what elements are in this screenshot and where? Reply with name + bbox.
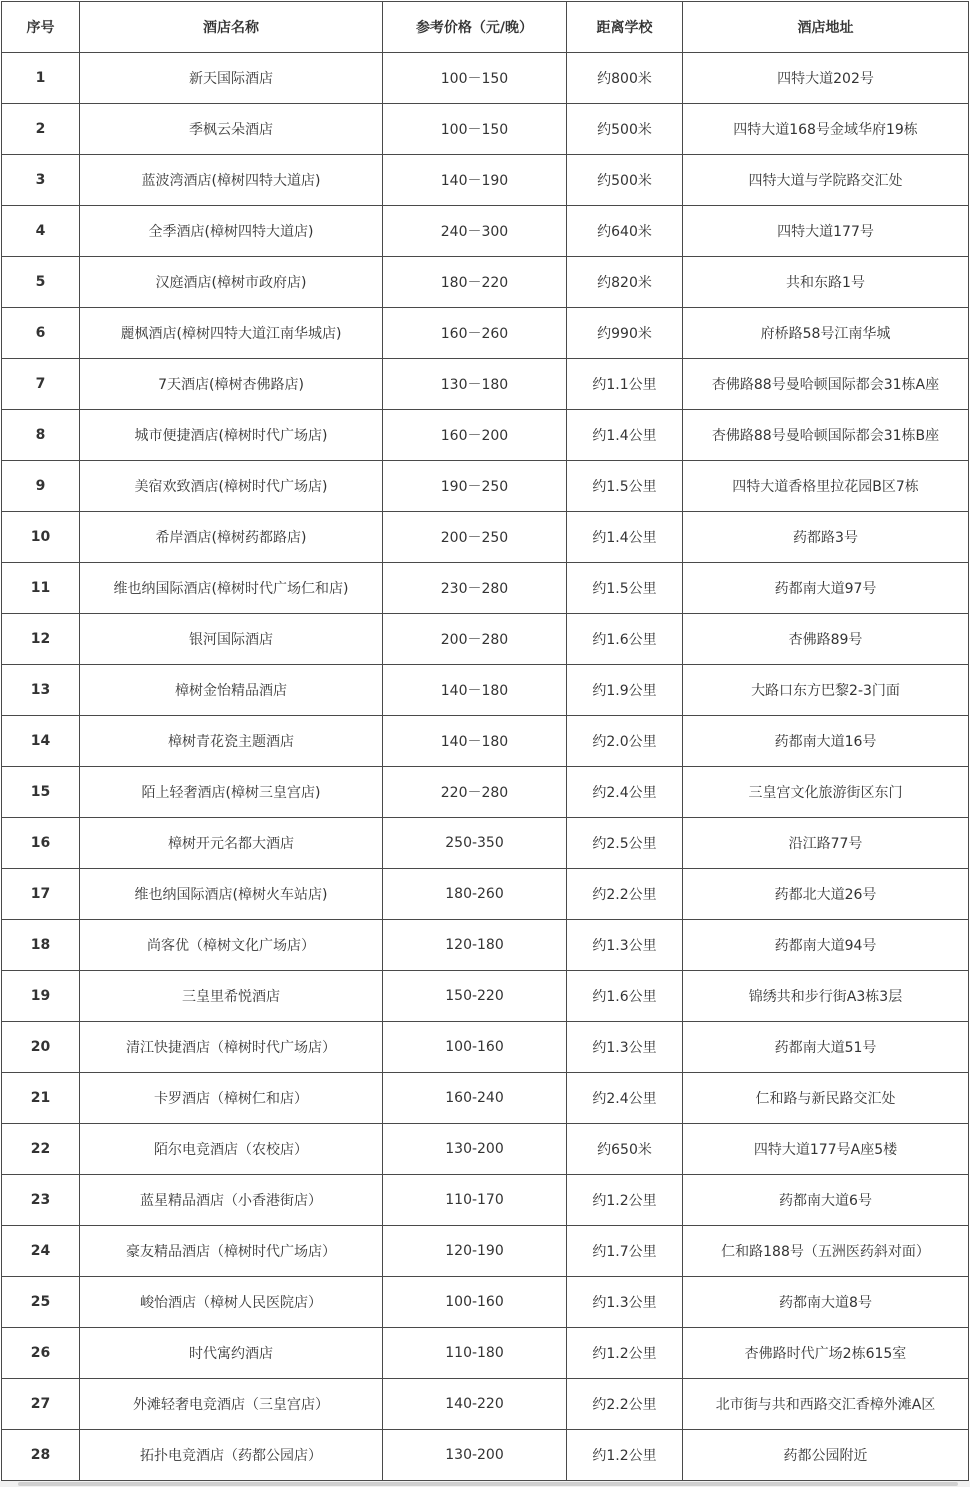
cell-hotel-name: 拓扑电竞酒店（药都公园店） [80,1430,383,1481]
cell-hotel-name: 麗枫酒店(樟树四特大道江南华城店) [80,308,383,359]
cell-price: 180－220 [383,257,567,308]
cell-distance: 约2.4公里 [567,767,683,818]
table-row [2,1022,969,1073]
cell-index: 9 [2,461,80,512]
cell-distance: 约1.6公里 [567,614,683,665]
cell-address: 四特大道168号金域华府19栋 [683,104,969,155]
table-row [2,614,969,665]
cell-index: 3 [2,155,80,206]
cell-distance: 约650米 [567,1124,683,1175]
cell-index: 6 [2,308,80,359]
cell-address: 药都南大道94号 [683,920,969,971]
cell-distance: 约500米 [567,155,683,206]
header-address: 酒店地址 [683,2,969,53]
table-body [2,53,969,1481]
header-distance: 距离学校 [567,2,683,53]
cell-hotel-name: 尚客优（樟树文化广场店） [80,920,383,971]
cell-price: 200－280 [383,614,567,665]
cell-hotel-name: 希岸酒店(樟树药都路店) [80,512,383,563]
cell-price: 190－250 [383,461,567,512]
cell-address: 杏佛路89号 [683,614,969,665]
cell-distance: 约1.3公里 [567,1022,683,1073]
cell-price: 160-240 [383,1073,567,1124]
cell-price: 120-180 [383,920,567,971]
cell-hotel-name: 三皇里希悦酒店 [80,971,383,1022]
cell-address: 仁和路与新民路交汇处 [683,1073,969,1124]
table-row [2,1328,969,1379]
cell-address: 杏佛路88号曼哈顿国际都会31栋A座 [683,359,969,410]
scrollbar-thumb[interactable] [18,1482,958,1486]
cell-address: 沿江路77号 [683,818,969,869]
cell-distance: 约2.2公里 [567,1379,683,1430]
cell-price: 180-260 [383,869,567,920]
header-price: 参考价格（元/晚） [383,2,567,53]
cell-address: 锦绣共和步行街A3栋3层 [683,971,969,1022]
table-row [2,257,969,308]
cell-hotel-name: 城市便捷酒店(樟树时代广场店) [80,410,383,461]
cell-address: 四特大道与学院路交汇处 [683,155,969,206]
cell-index: 18 [2,920,80,971]
cell-distance: 约1.7公里 [567,1226,683,1277]
cell-distance: 约800米 [567,53,683,104]
cell-address: 北市街与共和西路交汇香樟外滩A区 [683,1379,969,1430]
cell-price: 160－200 [383,410,567,461]
cell-price: 130－180 [383,359,567,410]
cell-price: 120-190 [383,1226,567,1277]
cell-price: 140－180 [383,665,567,716]
cell-address: 药都北大道26号 [683,869,969,920]
table-row [2,1175,969,1226]
cell-price: 160－260 [383,308,567,359]
cell-address: 药都路3号 [683,512,969,563]
cell-price: 110-170 [383,1175,567,1226]
cell-price: 100-160 [383,1022,567,1073]
cell-hotel-name: 樟树金怡精品酒店 [80,665,383,716]
cell-index: 19 [2,971,80,1022]
cell-distance: 约1.5公里 [567,563,683,614]
cell-price: 150-220 [383,971,567,1022]
cell-distance: 约1.1公里 [567,359,683,410]
cell-hotel-name: 维也纳国际酒店(樟树火车站店) [80,869,383,920]
cell-hotel-name: 时代寓约酒店 [80,1328,383,1379]
cell-price: 140－180 [383,716,567,767]
cell-index: 27 [2,1379,80,1430]
cell-hotel-name: 美宿欢致酒店(樟树时代广场店) [80,461,383,512]
cell-address: 府桥路58号江南华城 [683,308,969,359]
cell-index: 8 [2,410,80,461]
cell-address: 杏佛路88号曼哈顿国际都会31栋B座 [683,410,969,461]
cell-hotel-name: 豪友精品酒店（樟树时代广场店） [80,1226,383,1277]
cell-address: 四特大道177号 [683,206,969,257]
table-row [2,563,969,614]
cell-address: 大路口东方巴黎2-3门面 [683,665,969,716]
cell-index: 4 [2,206,80,257]
cell-index: 17 [2,869,80,920]
table-row [2,206,969,257]
cell-address: 四特大道202号 [683,53,969,104]
table-row [2,155,969,206]
cell-hotel-name: 陌上轻奢酒店(樟树三皇宫店) [80,767,383,818]
table-row [2,920,969,971]
cell-address: 四特大道177号A座5楼 [683,1124,969,1175]
cell-index: 13 [2,665,80,716]
cell-index: 14 [2,716,80,767]
cell-hotel-name: 陌尔电竞酒店（农校店） [80,1124,383,1175]
cell-price: 130-200 [383,1124,567,1175]
cell-index: 2 [2,104,80,155]
cell-address: 药都南大道51号 [683,1022,969,1073]
table-row [2,665,969,716]
cell-hotel-name: 樟树开元名都大酒店 [80,818,383,869]
cell-price: 140-220 [383,1379,567,1430]
cell-distance: 约990米 [567,308,683,359]
cell-address: 杏佛路时代广场2栋615室 [683,1328,969,1379]
cell-distance: 约1.2公里 [567,1430,683,1481]
cell-address: 药都南大道6号 [683,1175,969,1226]
cell-hotel-name: 新天国际酒店 [80,53,383,104]
cell-distance: 约2.5公里 [567,818,683,869]
cell-address: 药都公园附近 [683,1430,969,1481]
cell-price: 130-200 [383,1430,567,1481]
cell-price: 100－150 [383,104,567,155]
cell-hotel-name: 樟树青花瓷主题酒店 [80,716,383,767]
table-row [2,716,969,767]
cell-index: 7 [2,359,80,410]
table-row [2,512,969,563]
cell-index: 16 [2,818,80,869]
cell-distance: 约2.2公里 [567,869,683,920]
cell-index: 20 [2,1022,80,1073]
cell-hotel-name: 维也纳国际酒店(樟树时代广场仁和店) [80,563,383,614]
cell-hotel-name: 峻怡酒店（樟树人民医院店） [80,1277,383,1328]
cell-index: 21 [2,1073,80,1124]
cell-hotel-name: 清江快捷酒店（樟树时代广场店） [80,1022,383,1073]
table-row [2,1430,969,1481]
table-row [2,461,969,512]
cell-hotel-name: 外滩轻奢电竞酒店（三皇宫店） [80,1379,383,1430]
cell-hotel-name: 7天酒店(樟树杏佛路店) [80,359,383,410]
cell-index: 10 [2,512,80,563]
cell-hotel-name: 汉庭酒店(樟树市政府店) [80,257,383,308]
cell-address: 药都南大道97号 [683,563,969,614]
header-hotel-name: 酒店名称 [80,2,383,53]
table-row [2,410,969,461]
table-row [2,359,969,410]
cell-index: 12 [2,614,80,665]
cell-price: 100-160 [383,1277,567,1328]
table-row [2,1226,969,1277]
cell-index: 26 [2,1328,80,1379]
cell-distance: 约1.4公里 [567,410,683,461]
cell-index: 1 [2,53,80,104]
cell-price: 220－280 [383,767,567,818]
cell-distance: 约820米 [567,257,683,308]
cell-distance: 约1.6公里 [567,971,683,1022]
cell-index: 23 [2,1175,80,1226]
cell-address: 药都南大道8号 [683,1277,969,1328]
cell-index: 22 [2,1124,80,1175]
cell-distance: 约1.2公里 [567,1328,683,1379]
cell-distance: 约2.4公里 [567,1073,683,1124]
cell-distance: 约500米 [567,104,683,155]
table-row [2,1379,969,1430]
table-row [2,1277,969,1328]
cell-hotel-name: 银河国际酒店 [80,614,383,665]
cell-hotel-name: 蓝星精品酒店（小香港街店） [80,1175,383,1226]
cell-index: 24 [2,1226,80,1277]
table-row [2,767,969,818]
cell-hotel-name: 卡罗酒店（樟树仁和店） [80,1073,383,1124]
cell-index: 28 [2,1430,80,1481]
table-row [2,53,969,104]
cell-index: 5 [2,257,80,308]
cell-distance: 约1.3公里 [567,1277,683,1328]
cell-price: 100－150 [383,53,567,104]
cell-hotel-name: 蓝波湾酒店(樟树四特大道店) [80,155,383,206]
table-row [2,1073,969,1124]
cell-address: 共和东路1号 [683,257,969,308]
table-row [2,818,969,869]
table-row [2,971,969,1022]
cell-distance: 约2.0公里 [567,716,683,767]
cell-address: 四特大道香格里拉花园B区7栋 [683,461,969,512]
cell-price: 140－190 [383,155,567,206]
table-row [2,1124,969,1175]
hotel-table [1,1,969,1481]
cell-index: 15 [2,767,80,818]
cell-address: 三皇宫文化旅游街区东门 [683,767,969,818]
table-row [2,308,969,359]
cell-price: 250-350 [383,818,567,869]
cell-price: 110-180 [383,1328,567,1379]
cell-distance: 约640米 [567,206,683,257]
cell-price: 230－280 [383,563,567,614]
cell-hotel-name: 全季酒店(樟树四特大道店) [80,206,383,257]
header-index: 序号 [2,2,80,53]
cell-index: 11 [2,563,80,614]
cell-price: 200－250 [383,512,567,563]
cell-address: 药都南大道16号 [683,716,969,767]
cell-hotel-name: 季枫云朵酒店 [80,104,383,155]
cell-price: 240－300 [383,206,567,257]
cell-distance: 约1.9公里 [567,665,683,716]
cell-distance: 约1.2公里 [567,1175,683,1226]
cell-distance: 约1.4公里 [567,512,683,563]
cell-distance: 约1.5公里 [567,461,683,512]
horizontal-scrollbar[interactable] [0,1481,970,1487]
table-row [2,869,969,920]
cell-address: 仁和路188号（五洲医药斜对面） [683,1226,969,1277]
cell-distance: 约1.3公里 [567,920,683,971]
table-row [2,104,969,155]
table-header-row [2,2,969,53]
cell-index: 25 [2,1277,80,1328]
